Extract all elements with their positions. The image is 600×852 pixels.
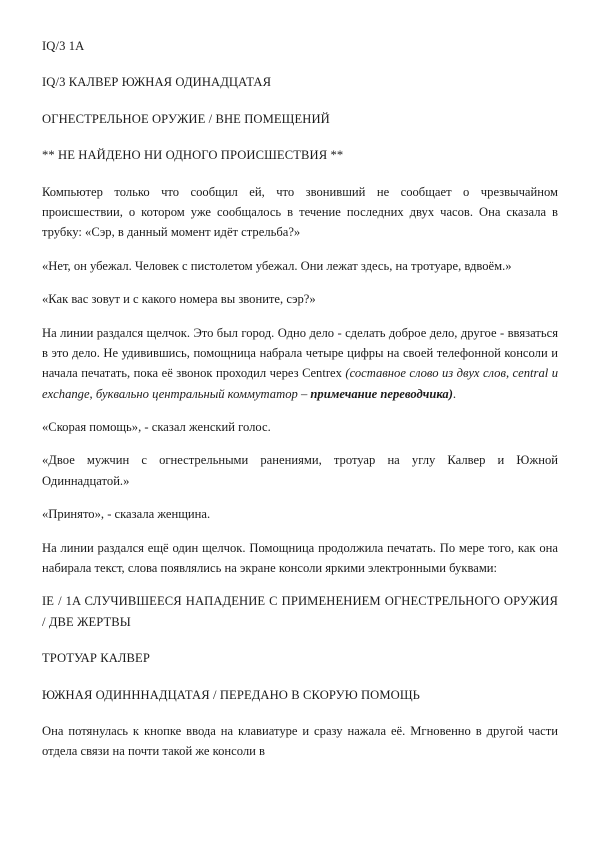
paragraph-ambulance-voice: «Скорая помощь», - сказал женский голос. — [42, 420, 271, 435]
centrex-translator-note-bold: примечание переводчика) — [310, 386, 453, 401]
paragraph-centrex-note — [42, 323, 558, 405]
console-line-south-eleventh: ЮЖНАЯ ОДИНННАДЦАТАЯ / ПЕРЕДАНО В СКОРУЮ ПОМОЩЬ — [42, 687, 421, 702]
document-line-iq3-1a: IQ/3 1A — [42, 39, 85, 53]
paragraph-accepted: «Принято», - сказала женщина. — [42, 507, 211, 522]
console-line-sidewalk-culver: ТРОТУАР КАЛВЕР — [42, 651, 150, 666]
document-line-incident-type: ОГНЕСТРЕЛЬНОЕ ОРУЖИЕ / ВНЕ ПОМЕЩЕНИЙ — [42, 111, 330, 126]
paragraph-computer-report: Компьютер только что сообщил ей, что звонивший не сообщает о чрезвычайном происшествии, о котором уже сообщалось в течение последних двух часов. Она сказала в трубку: «Сэр, в данный момент идёт стрельба?» — [42, 184, 558, 240]
centrex-text-main: На линии раздался щелчок. Это был город. Одно дело - сделать доброе дело, другое - ввязаться в это дело. Не удивившись, помощница набрала четыре цифры на своей телефонной консоли и начала печатать, пока её звонок проходил через Centrex — [42, 325, 558, 381]
centrex-translator-note-italic: (составное слово из двух слов, central и exchange, буквально центральный коммутатор – — [42, 366, 558, 401]
paragraph-typing-console: На линии раздался ещё один щелчок. Помощница продолжила печатать. По мере того, как она набирала текст, слова появлялись на экране консоли яркими электронными буквами: — [42, 540, 558, 576]
document-line-no-incident-found: ** НЕ НАЙДЕНО НИ ОДНОГО ПРОИСШЕСТВИЯ ** — [42, 148, 344, 163]
paragraph-caller-reply-1: «Нет, он убежал. Человек с пистолетом убежал. Они лежат здесь, на тротуаре, вдвоём.» — [42, 258, 512, 273]
paragraph-operator-question: «Как вас зовут и с какого номера вы звоните, сэр?» — [42, 292, 316, 307]
document-line-location-code: IQ/3 КАЛВЕР ЮЖНАЯ ОДИНАДЦАТАЯ — [42, 75, 272, 90]
paragraph-enter-key: Она потянулась к кнопке ввода на клавиатуре и сразу нажала её. Мгновенно в другой части отдела связи на почти такой же консоли в — [42, 723, 558, 759]
console-line-assault-report: IE / 1A СЛУЧИВШЕЕСЯ НАПАДЕНИЕ С ПРИМЕНЕНИЕМ ОГНЕСТРЕЛЬНОГО ОРУЖИЯ / ДВЕ ЖЕРТВЫ — [42, 594, 558, 629]
paragraph-two-men-wounded: «Двое мужчин с огнестрельными ранениями, тротуар на углу Калвер и Южной Одиннадцатой.» — [42, 453, 558, 488]
centrex-text-tail: . — [452, 386, 457, 401]
